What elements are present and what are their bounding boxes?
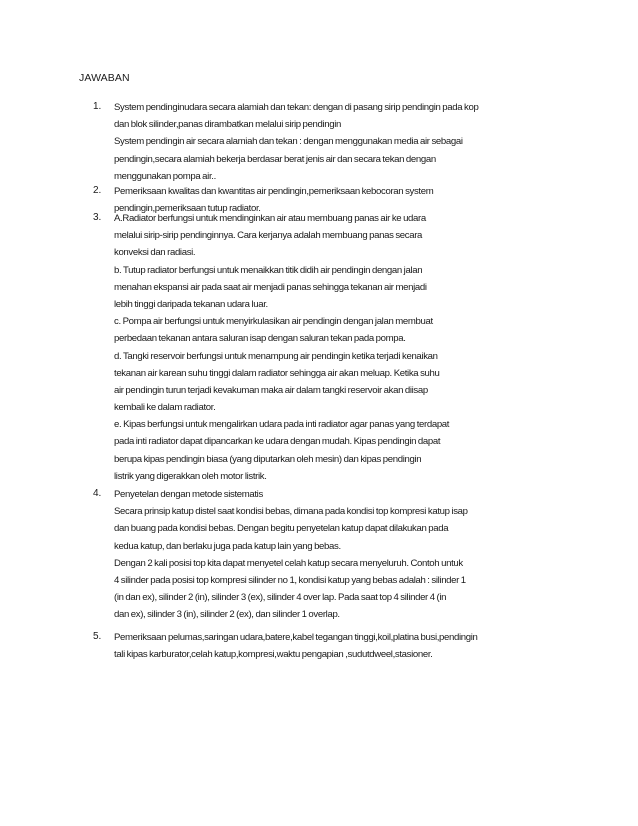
- text-line: 4 silinder pada posisi top kompresi silinder no 1, kondisi katup yang bebas adalah : silinder 1: [114, 574, 466, 586]
- text-line: kedua katup, dan berlaku juga pada katup lain yang bebas.: [114, 540, 341, 552]
- text-line: tali kipas karburator,celah katup,kompresi,waktu pengapian ,sudutdweel,stasioner.: [114, 649, 433, 661]
- text-line: System pendinginudara secara alamiah dan tekan: dengan di pasang sirip pendingin pada kop: [114, 102, 479, 113]
- text-line: pendingin,pemeriksaan tutup radiator.: [114, 203, 261, 215]
- text-line: b. Tutup radiator berfungsi untuk menaikkan titik didih air pendingin dengan jalan: [114, 264, 423, 276]
- text-line: listrik yang digerakkan oleh motor listrik.: [114, 470, 267, 482]
- text-line: air pendingin turun terjadi kevakuman maka air dalam tangki reservoir akan diisap: [114, 384, 428, 396]
- text-line: perbedaan tekanan antara saluran isap dengan saluran tekan pada pompa.: [114, 333, 406, 345]
- item-number: 2.: [93, 185, 102, 196]
- text-line: tekanan air karean suhu tinggi dalam radiator sehingga air akan meluap. Ketika suhu: [114, 367, 440, 379]
- text-line: kembali ke dalam radiator.: [114, 402, 216, 414]
- text-line: System pendingin air secara alamiah dan tekan : dengan menggunakan media air sebagai: [114, 136, 463, 148]
- item-number: 5.: [93, 631, 102, 642]
- text-line: Pemeriksaan kwalitas dan kwantitas air pendingin,pemeriksaan kebocoran system: [114, 186, 434, 197]
- text-line: Pemeriksaan pelumas,saringan udara,batere,kabel tegangan tinggi,koil,platina busi,pendingin: [114, 632, 478, 643]
- text-line: berupa kipas pendingin biasa (yang diputarkan oleh mesin) dan kipas pendingin: [114, 453, 422, 465]
- item-text: [114, 99, 584, 185]
- text-line: e. Kipas berfungsi untuk mengalirkan udara pada inti radiator agar panas yang terdapat: [114, 419, 450, 431]
- text-line: c. Pompa air berfungsi untuk menyirkulasikan air pendingin dengan jalan membuat: [114, 316, 433, 328]
- text-line: konveksi dan radiasi.: [114, 247, 196, 259]
- text-line: dan ex), silinder 3 (in), silinder 2 (ex), dan silinder 1 overlap.: [114, 609, 340, 621]
- text-line: d. Tangki reservoir berfungsi untuk menampung air pendingin ketika terjadi kenaikan: [114, 350, 438, 362]
- item-number: 4.: [93, 488, 102, 499]
- text-line: lebih tinggi daripada tekanan udara luar.: [114, 298, 268, 310]
- text-line: dan buang pada kondisi bebas. Dengan begitu penyetelan katup dapat dilakukan pada: [114, 523, 449, 535]
- item-text: [114, 210, 584, 485]
- item-number: 3.: [93, 212, 102, 223]
- item-number: 1.: [93, 101, 102, 112]
- text-line: melalui sirip-sirip pendinginnya. Cara kerjanya adalah membuang panas secara: [114, 230, 423, 242]
- item-text: [114, 486, 584, 624]
- item-text: [114, 629, 584, 663]
- text-line: Dengan 2 kali posisi top kita dapat menyetel celah katup secara menyeluruh. Contoh untuk: [114, 557, 463, 569]
- text-line: dan blok silinder,panas dirambatkan melalui sirip pendingin: [114, 119, 342, 131]
- text-line: menggunakan pompa air..: [114, 170, 216, 182]
- text-line: menahan ekspansi air pada saat air menjadi panas sehingga tekanan air menjadi: [114, 281, 427, 293]
- text-line: Secara prinsip katup distel saat kondisi bebas, dimana pada kondisi top kompresi katup isap: [114, 506, 468, 518]
- text-line: Penyetelan dengan metode sistematis: [114, 489, 263, 500]
- text-line: A.Radiator berfungsi untuk mendinginkan air atau membuang panas air ke udara: [114, 213, 426, 224]
- document-heading: JAWABAN: [79, 72, 130, 84]
- text-line: pada inti radiator dapat dipancarkan ke udara dengan mudah. Kipas pendingin dapat: [114, 436, 441, 448]
- text-line: pendingin,secara alamiah bekerja berdasar berat jenis air dan secara tekan dengan: [114, 153, 436, 165]
- text-line: (in dan ex), silinder 2 (in), silinder 3 (ex), silinder 4 over lap. Pada saat top 4 silinder 4 (in: [114, 592, 447, 604]
